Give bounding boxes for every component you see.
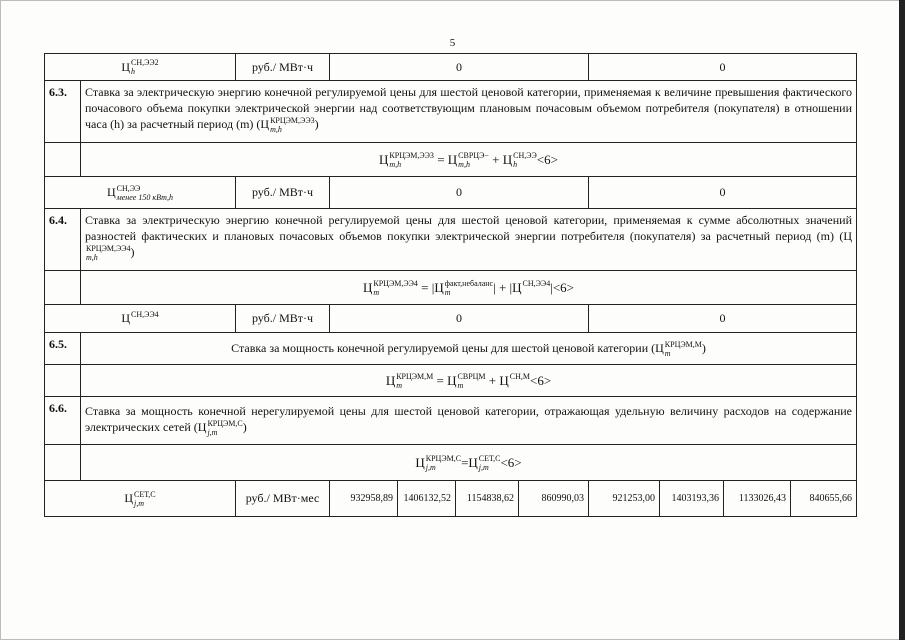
symbol-cell: Ц СН,ЭЭ2 h [121, 58, 159, 76]
section-number: 6.5. [49, 337, 67, 351]
section-number: 6.3. [49, 85, 67, 99]
unit-cell: руб./ МВт·ч [235, 177, 329, 208]
section-text: Ставка за электрическую энергию конечной регулируемой цены для шестой ценовой категории, применяемая к сумме абсолютных значений разностей фактических и плановых почасовых объемов покупки электрической энергии потребителя (покупателя) за расчетный период (m) (Ц КРЦЭМ,ЭЭ4 m,h ) [80, 209, 856, 270]
symbol-cell: Ц СЕТ,С j,m [124, 489, 156, 508]
value-cell: 0 [329, 54, 588, 80]
table-row [44, 481, 857, 517]
formula-row [44, 271, 857, 305]
table-row [44, 305, 857, 333]
section-6-3 [44, 81, 857, 143]
formula: Ц КРЦЭМ,ЭЭ3 m,h = Ц СВРЦЭ− m,h + Ц СН,ЭЭ h <6> [80, 143, 856, 176]
value-cell: 0 [588, 177, 856, 208]
section-6-6 [44, 397, 857, 445]
section-number: 6.6. [49, 401, 67, 415]
section-text: Ставка за электрическую энергию конечной регулируемой цены для шестой ценовой категории, применяемая к величине превышения фактического почасового объема покупки электрической энергии над соответствующим плановым почасовым объемом потребителя (покупателя) в отношении часа (h) за расчетный период (m) (Ц КРЦЭМ,ЭЭ3 m,h ) [80, 81, 856, 142]
scan-edge [899, 0, 905, 640]
value-cell: 0 [588, 305, 856, 332]
tariff-table [44, 53, 857, 517]
table-row [44, 53, 857, 81]
value-cell: 0 [329, 177, 588, 208]
value-cell: 860990,03 [518, 481, 588, 516]
formula: Ц КРЦЭМ,ЭЭ4 m = | Ц факт,небаланс m | + | Ц СН,ЭЭ4 | <6> [80, 271, 856, 304]
table-row [44, 177, 857, 209]
unit-cell: руб./ МВт·ч [235, 305, 329, 332]
section-6-5 [44, 333, 857, 365]
section-6-4 [44, 209, 857, 271]
value-cell: 921253,00 [588, 481, 659, 516]
symbol-cell: Ц СН,ЭЭ4 [121, 309, 159, 325]
formula: Ц КРЦЭМ,М m = Ц СВРЦМ m + Ц СН,М <6> [80, 365, 856, 396]
page-number: 5 [449, 37, 456, 49]
unit-cell: руб./ МВт·ч [235, 54, 329, 80]
symbol-cell: Ц СН,ЭЭ менее 150 кВт,h [106, 183, 174, 202]
value-cell: 1154838,62 [455, 481, 518, 516]
section-text: Ставка за мощность конечной нерегулируемой цены для шестой ценовой категории, отражающая удельную величину расходов на содержание электрических сетей (Ц КРЦЭМ,С j,m ) [80, 397, 856, 444]
formula: Ц КРЦЭМ,С j,m = Ц СЕТ,С j,m <6> [80, 445, 856, 480]
value-cell: 1133026,43 [723, 481, 790, 516]
value-cell: 1403193,36 [659, 481, 723, 516]
formula-row [44, 143, 857, 177]
section-text: Ставка за мощность конечной регулируемой цены для шестой ценовой категории (Ц КРЦЭМ,М m ) [80, 333, 856, 364]
section-number: 6.4. [49, 213, 67, 227]
value-cell: 1406132,52 [397, 481, 455, 516]
value-cell: 0 [588, 54, 856, 80]
value-cell: 932958,89 [329, 481, 397, 516]
formula-row [44, 445, 857, 481]
value-cell: 0 [329, 305, 588, 332]
value-cell: 840655,66 [790, 481, 856, 516]
formula-row [44, 365, 857, 397]
unit-cell: руб./ МВт·мес [235, 481, 329, 516]
